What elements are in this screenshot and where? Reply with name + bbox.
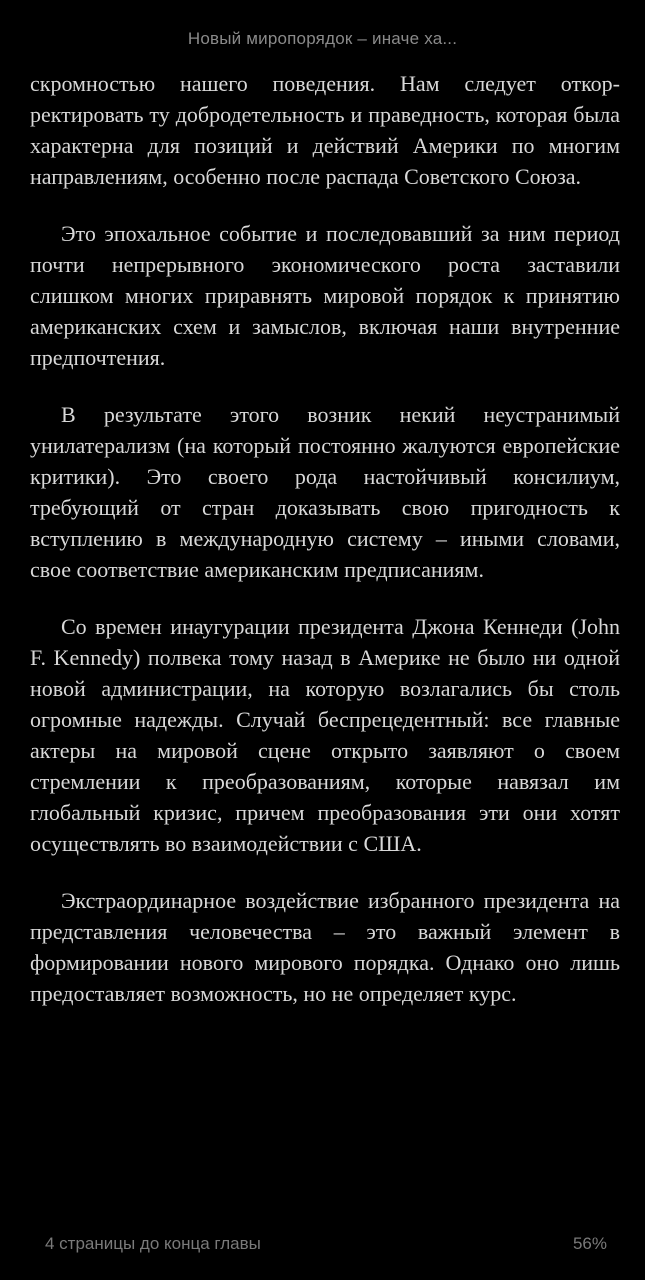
progress-percent: 56% xyxy=(572,1234,607,1253)
paragraph: Со времен инаугурации президента Джона Кеннеди (John F. Kennedy) полвека тому назад в Америке не было ни одной новой администрации, на которую возлагались бы столь огромные надежды. Случай беспрецедентный: все главные актеры на мировой сцене открыто заявляют о своем стремлении к преобразованиям, которые навязал им глобальный кризис, причем преобразования эти они хотят осуществлять во взаимодействии с США. xyxy=(30,614,620,856)
paragraph: скромностью нашего поведения. Нам следует откорректировать ту добродетельность и праведность, которая была характерна для позиций и действий Америки по многим направлениям, особенно после распада Советского Союза. xyxy=(30,71,620,189)
paragraph: В результате этого возник некий неустранимый унилатерализм (на который постоянно жалуются европейские критики). Это своего рода настойчивый консилиум, требующий от стран доказывать свою пригодность к вступлению в международную систему – иными словами, свое соответствие американским предписаниям. xyxy=(30,402,620,582)
paragraph: Это эпохальное событие и последовавший за ним период почти непрерывного экономического роста заставили слишком многих приравнять мировой порядок к принятию американских схем и замыслов, включая наши внутренние предпочтения. xyxy=(30,221,620,370)
paragraph: Экстраординарное воздействие избранного президента на представления человечества – это важный элемент в формировании нового мирового порядка. Однако оно лишь предоставляет возможность, но не определяет курс. xyxy=(30,888,620,1006)
page-text[interactable] xyxy=(30,68,620,1035)
pages-left-label: 4 страницы до конца главы xyxy=(45,1234,261,1253)
book-title: Новый миропорядок – иначе ха... xyxy=(187,29,458,48)
